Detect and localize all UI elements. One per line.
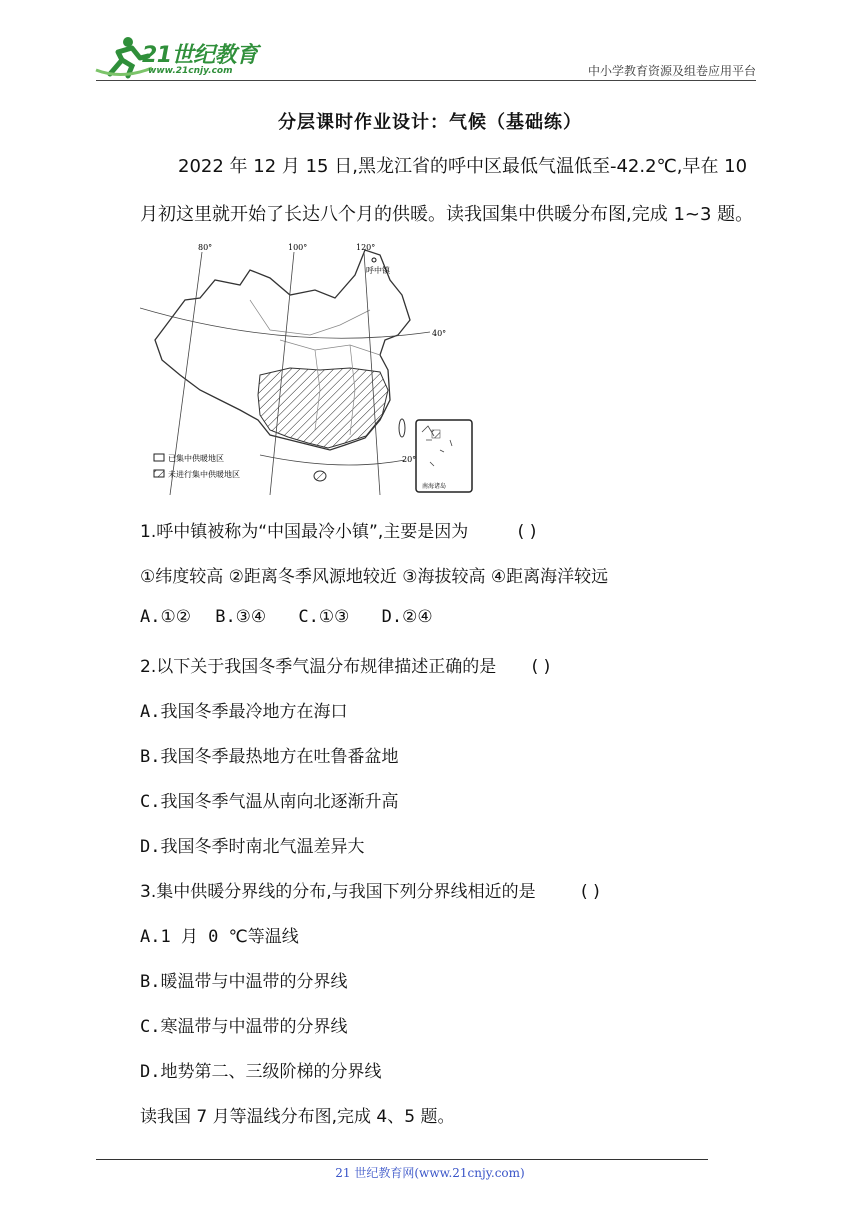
meridian-label-120: 120° <box>356 243 376 252</box>
question-3-bracket: ( ) <box>581 882 600 902</box>
legend-unheated-swatch <box>154 470 164 477</box>
footer-text: 21 世纪教育网(www.21cnjy.com) <box>335 1166 525 1180</box>
question-1-bracket: ( ) <box>517 522 537 542</box>
question-2 <box>140 652 550 677</box>
logo-text: 21世纪教育 <box>142 43 258 68</box>
parallel-label-40: 40° <box>432 329 447 338</box>
option-1a: A.①② <box>140 607 191 627</box>
inset-label: 南海诸岛 <box>422 483 447 490</box>
footer-divider <box>96 1159 708 1160</box>
page-header <box>0 0 860 90</box>
south-china-sea-inset <box>416 420 472 492</box>
unheated-region <box>258 368 388 448</box>
option-3b: B.暖温带与中温带的分界线 <box>140 972 348 992</box>
option-3d: D.地势第二、三级阶梯的分界线 <box>140 1062 382 1082</box>
question-3 <box>140 877 600 902</box>
question-1-stem: 1.呼中镇被称为“中国最冷小镇”,主要是因为 <box>140 522 469 542</box>
option-2b: B.我国冬季最热地方在吐鲁番盆地 <box>140 747 399 767</box>
legend-heated-label: 已集中供暖地区 <box>168 454 224 463</box>
meridian-label-80: 80° <box>198 243 213 252</box>
hainan-island <box>314 471 326 481</box>
town-label: 呼中镇 <box>366 266 390 275</box>
header-divider <box>96 80 756 81</box>
question-1-statements: ①纬度较高 ②距离冬季风源地较近 ③海拔较高 ④距离海洋较远 <box>140 567 609 587</box>
intro-line-2: 月初这里就开始了长达八个月的供暖。读我国集中供暖分布图,完成 1~3 题。 <box>140 204 754 225</box>
heating-distribution-map <box>140 240 475 495</box>
option-3c: C.寒温带与中温带的分界线 <box>140 1017 348 1037</box>
option-3a: A.1 月 0 ℃等温线 <box>140 927 299 947</box>
question-1-options <box>140 607 433 627</box>
legend-heated-swatch <box>154 454 164 461</box>
page-title: 分层课时作业设计：气候（基础练） <box>278 112 582 133</box>
question-3-stem: 3.集中供暖分界线的分布,与我国下列分界线相近的是 <box>140 882 536 902</box>
option-1b: B.③④ <box>215 607 267 627</box>
town-marker <box>372 258 376 262</box>
taiwan-island <box>399 419 405 437</box>
option-1d: D.②④ <box>381 607 433 627</box>
logo-url: www.21cnjy.com <box>148 66 233 76</box>
outro-text: 读我国 7 月等温线分布图,完成 4、5 题。 <box>140 1107 455 1127</box>
meridian-label-100: 100° <box>288 243 308 252</box>
option-2d: D.我国冬季时南北气温差异大 <box>140 837 365 857</box>
option-2c: C.我国冬季气温从南向北逐渐升高 <box>140 792 399 812</box>
legend-unheated-label: 未进行集中供暖地区 <box>168 470 240 479</box>
parallel-label-20: 20° <box>402 455 417 464</box>
question-1 <box>140 517 536 542</box>
question-2-bracket: ( ) <box>531 657 551 677</box>
option-1c: C.①③ <box>298 607 350 627</box>
option-2a: A.我国冬季最冷地方在海口 <box>140 702 348 722</box>
platform-name: 中小学教育资源及组卷应用平台 <box>587 64 756 78</box>
intro-line-1: 2022 年 12 月 15 日,黑龙江省的呼中区最低气温低至-42.2℃,早在 10 <box>178 156 748 177</box>
question-2-stem: 2.以下关于我国冬季气温分布规律描述正确的是 <box>140 657 497 677</box>
